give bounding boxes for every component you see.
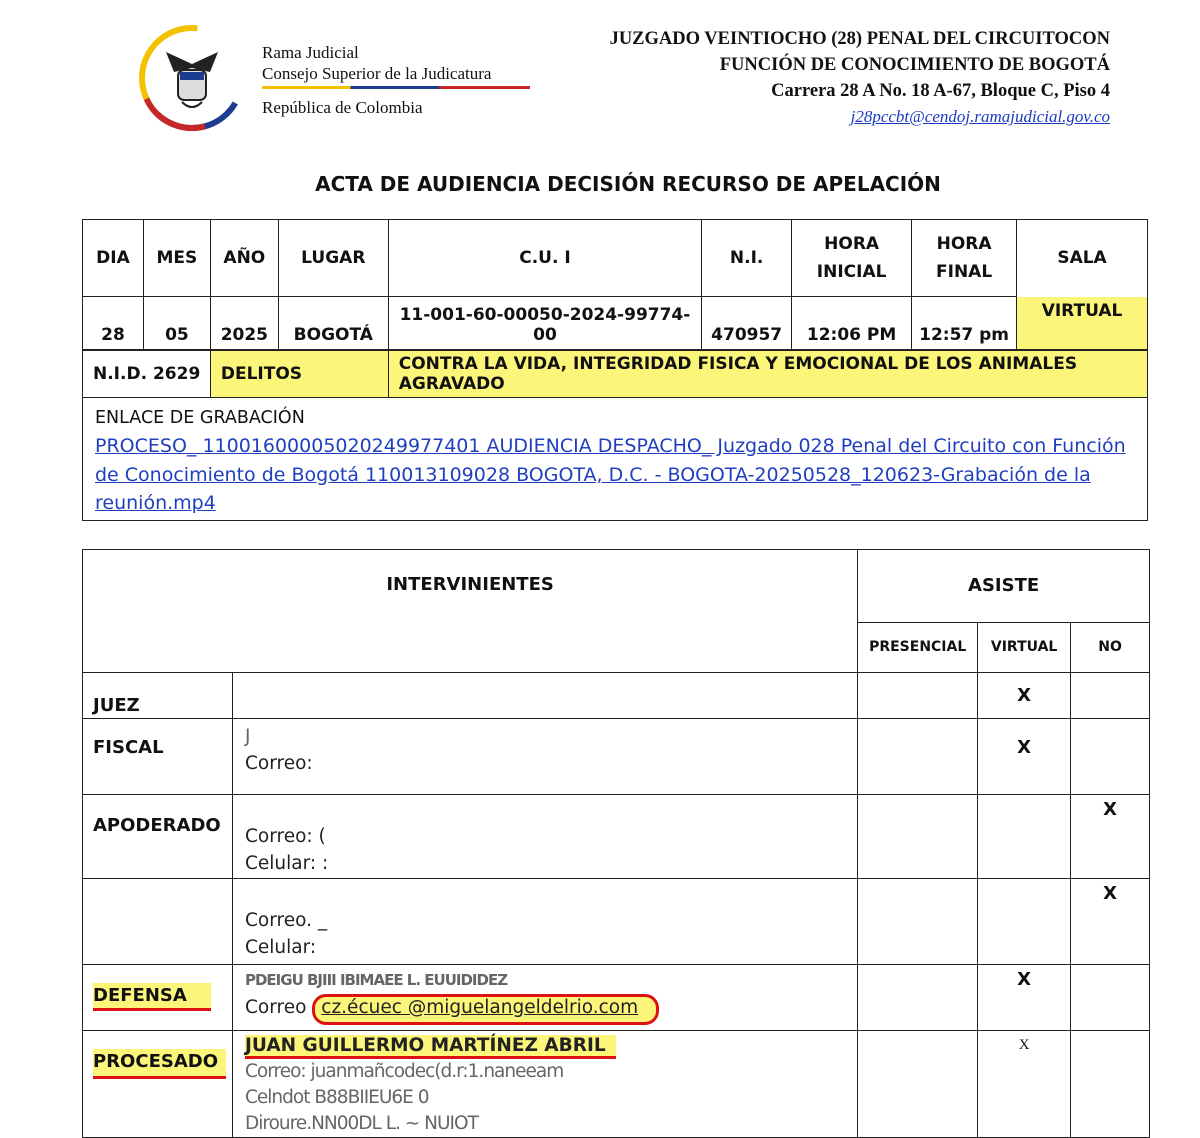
defensa-correo-label: Correo [244, 997, 307, 1018]
recording-link[interactable]: PROCESO_ 11001600005020249977401 AUDIENCIA DESPACHO_ Juzgado 028 Penal del Circuito con Función de Conocimiento de Bogotá 110013109028 BOGOTA, D.C. - BOGOTA-20250528_120623-Grabación de la reunión.mp4 [95, 435, 1126, 514]
procesado-presencial [858, 1031, 978, 1138]
procesado-name [245, 1033, 857, 1059]
organization-block [262, 42, 530, 118]
juez-info [232, 673, 857, 719]
procesado-info [232, 1031, 857, 1138]
procesado-correo: Correo: juanmañcodec(d.r:1.naneeam [244, 1061, 564, 1082]
header-cui: C.U. I [388, 220, 701, 297]
fiscal-virtual-mark: X [978, 719, 1071, 795]
recording-cell [83, 397, 1148, 520]
asiste-header: ASISTE [858, 550, 1150, 623]
header-sala: SALA [1017, 220, 1148, 297]
juez-virtual-mark: X [978, 673, 1071, 719]
procesado-celular: Celndot B88BIIEU6E 0 [244, 1087, 429, 1108]
court-line: FUNCIÓN DE CONOCIMIENTO DE BOGOTÁ [719, 55, 1110, 75]
header-lugar: LUGAR [278, 220, 388, 297]
delitos-label: DELITOS [210, 350, 388, 398]
juez-presencial [858, 673, 978, 719]
defensa-presencial [858, 965, 978, 1031]
defensa-correo-line [245, 994, 857, 1021]
procesado-name-text: JUAN GUILLERMO MARTÍNEZ ABRIL [245, 1035, 616, 1059]
header-hora-final: HORA FINAL [912, 220, 1017, 297]
header-ni: N.I. [702, 220, 792, 297]
table-row [83, 1031, 1150, 1138]
fiscal-correo: Correo: [244, 753, 313, 774]
table-row [83, 965, 1150, 1031]
role-fiscal: FISCAL [83, 719, 233, 795]
document-title: ACTA DE AUDIENCIA DECISIÓN RECURSO DE APELACIÓN [315, 172, 941, 196]
court-block [610, 26, 1110, 130]
nid-cell: N.I.D. 2629 [83, 350, 211, 398]
procesado-direccion: Diroure.NN00DL L. ~ NUIOT [244, 1113, 478, 1134]
procesado-virtual-mark: X [978, 1031, 1071, 1138]
col-presencial: PRESENCIAL [858, 622, 978, 672]
fiscal-no [1071, 719, 1150, 795]
procesado-label: PROCESADO [93, 1049, 226, 1079]
participants-header: INTERVINIENTES [83, 550, 858, 673]
participants-table [82, 549, 1150, 1138]
otro-presencial [858, 879, 978, 965]
apoderado-info [232, 795, 857, 879]
header-hora-inicial: HORA INICIAL [792, 220, 912, 297]
apoderado-correo: Correo: ( [244, 826, 326, 847]
org-line: Rama Judicial [262, 43, 359, 62]
defensa-virtual-mark: X [978, 965, 1071, 1031]
role-procesado [83, 1031, 233, 1138]
defensa-label: DEFENSA [93, 983, 211, 1011]
defensa-no [1071, 965, 1150, 1031]
value-lugar: BOGOTÁ [278, 297, 388, 350]
court-line: JUZGADO VEINTIOCHO (28) PENAL DEL CIRCUITOCON [609, 29, 1110, 49]
fiscal-info [232, 719, 857, 795]
otro-virtual [978, 879, 1071, 965]
role-defensa [83, 965, 233, 1031]
role-empty [83, 879, 233, 965]
role-apoderado: APODERADO [83, 795, 233, 879]
value-anio: 2025 [210, 297, 278, 350]
hearing-table [82, 219, 1148, 521]
org-line: República de Colombia [262, 98, 423, 117]
delitos-value: CONTRA LA VIDA, INTEGRIDAD FISICA Y EMOCIONAL DE LOS ANIMALES AGRAVADO [388, 350, 1147, 398]
org-line: Consejo Superior de la Judicatura [262, 64, 492, 83]
header-mes: MES [143, 220, 210, 297]
header-anio: AÑO [210, 220, 278, 297]
apoderado-no-mark: X [1071, 795, 1150, 879]
col-virtual: VIRTUAL [978, 622, 1071, 672]
otro-correo: Correo. _ [244, 910, 328, 931]
rama-judicial-logo [136, 22, 248, 134]
flag-divider [262, 86, 530, 89]
procesado-no [1071, 1031, 1150, 1138]
value-sala: VIRTUAL [1017, 297, 1148, 350]
table-row [83, 719, 1150, 795]
fiscal-name: J [244, 726, 250, 747]
defensa-info [232, 965, 857, 1031]
value-mes: 05 [143, 297, 210, 350]
recording-label: ENLACE DE GRABACIÓN [95, 407, 305, 428]
header-dia: DIA [83, 220, 144, 297]
table-row [83, 795, 1150, 879]
apoderado-presencial [858, 795, 978, 879]
role-juez: JUEZ [83, 673, 233, 719]
fiscal-presencial [858, 719, 978, 795]
juez-no [1071, 673, 1150, 719]
apoderado-celular: Celular: : [244, 853, 329, 874]
otro-celular: Celular: [244, 937, 317, 958]
table-row [83, 879, 1150, 965]
col-no: NO [1071, 622, 1150, 672]
apoderado-virtual [978, 795, 1071, 879]
otro-no-mark: X [1071, 879, 1150, 965]
otro-info [232, 879, 857, 965]
defensa-name: PDEIGU BJIII IBIMAEE L. EUUIDIDEZ [244, 971, 508, 989]
value-cui: 11-001-60-00050-2024-99774-00 [388, 297, 701, 350]
value-ni: 470957 [702, 297, 792, 350]
value-hora-inicial: 12:06 PM [792, 297, 912, 350]
court-email-link[interactable]: j28pccbt@cendoj.ramajudicial.gov.co [850, 107, 1110, 126]
court-line: Carrera 28 A No. 18 A-67, Bloque C, Piso 4 [771, 81, 1110, 101]
table-row [83, 673, 1150, 719]
defensa-email[interactable]: cz.écuec @miguelangeldelrio.com [312, 994, 659, 1025]
value-dia: 28 [83, 297, 144, 350]
value-hora-final: 12:57 pm [912, 297, 1017, 350]
